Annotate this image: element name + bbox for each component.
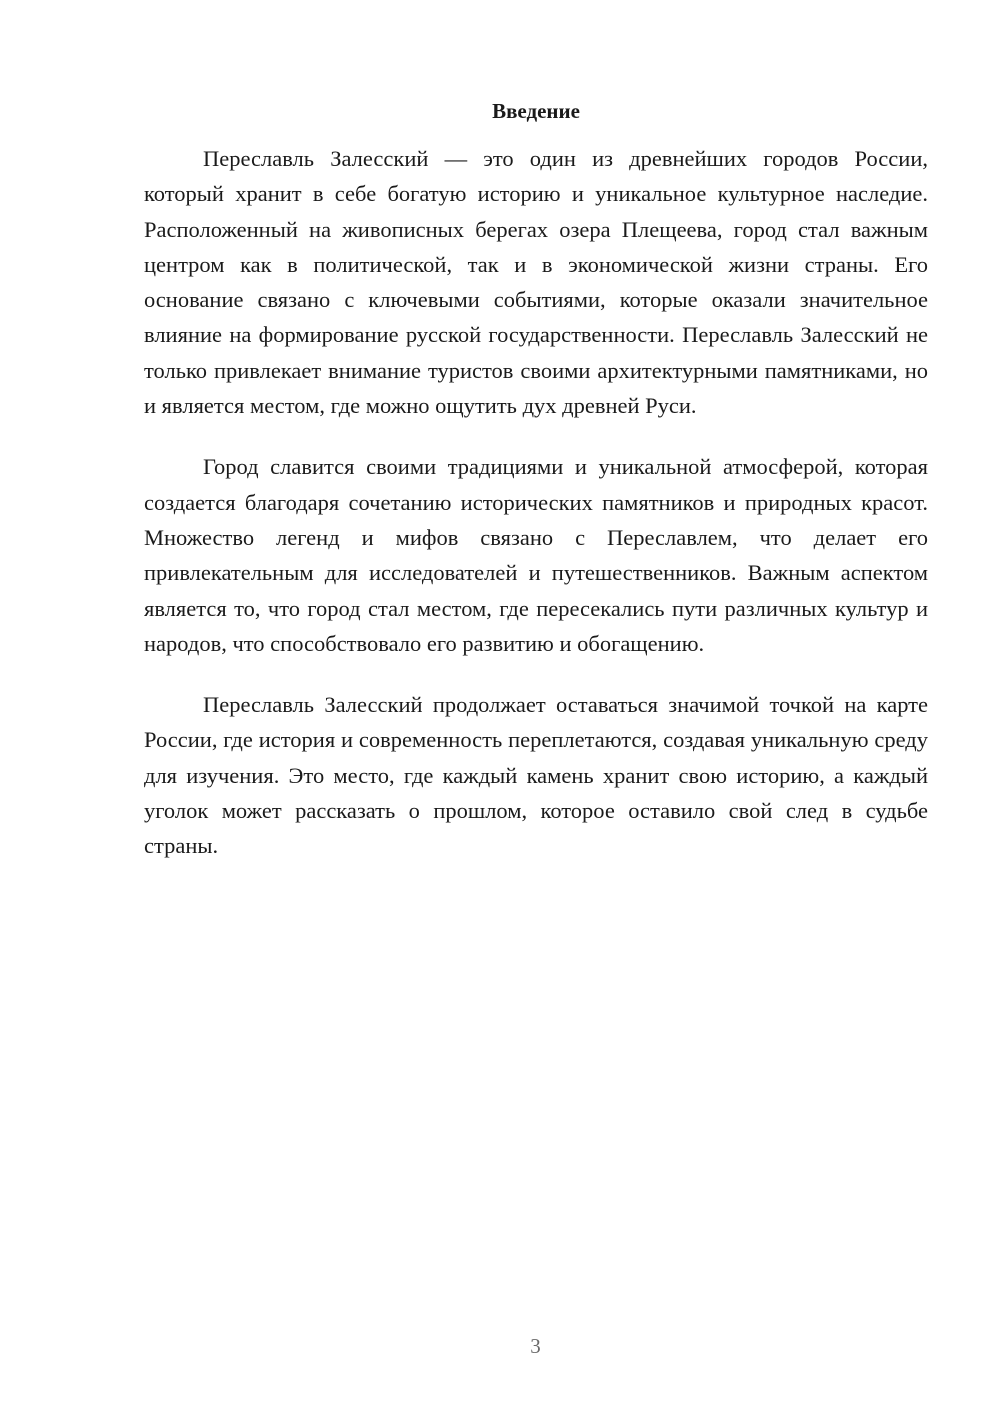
page-content (144, 95, 928, 890)
page-number: 3 (530, 1334, 541, 1358)
paragraph-1: Переславль Залесский — это один из древнейших городов России, который хранит в себе богатую историю и уникальное культурное наследие. Расположенный на живописных берегах озера Плещеева, город стал важным центром как в политической, так и в экономической жизни страны. Его основание связано с ключевыми событиями, которые оказали значительное влияние на формирование русской государственности. Переславль Залесский не только привлекает внимание туристов своими архитектурными памятниками, но и является местом, где можно ощутить дух древней Руси. (144, 146, 928, 419)
section-heading: Введение (492, 99, 580, 123)
paragraph-3: Переславль Залесский продолжает оставаться значимой точкой на карте России, где история и современность переплетаются, создавая уникальную среду для изучения. Это место, где каждый камень хранит свою историю, а каждый уголок может рассказать о прошлом, которое оставило свой след в судьбе страны. (144, 692, 928, 859)
paragraph-2: Город славится своими традициями и уникальной атмосферой, которая создается благодаря сочетанию исторических памятников и природных красот. Множество легенд и мифов связано с Переславлем, что делает его привлекательным для исследователей и путешественников. Важным аспектом является то, что город стал местом, где пересекались пути различных культур и народов, что способствовало его развитию и обогащению. (144, 454, 928, 656)
